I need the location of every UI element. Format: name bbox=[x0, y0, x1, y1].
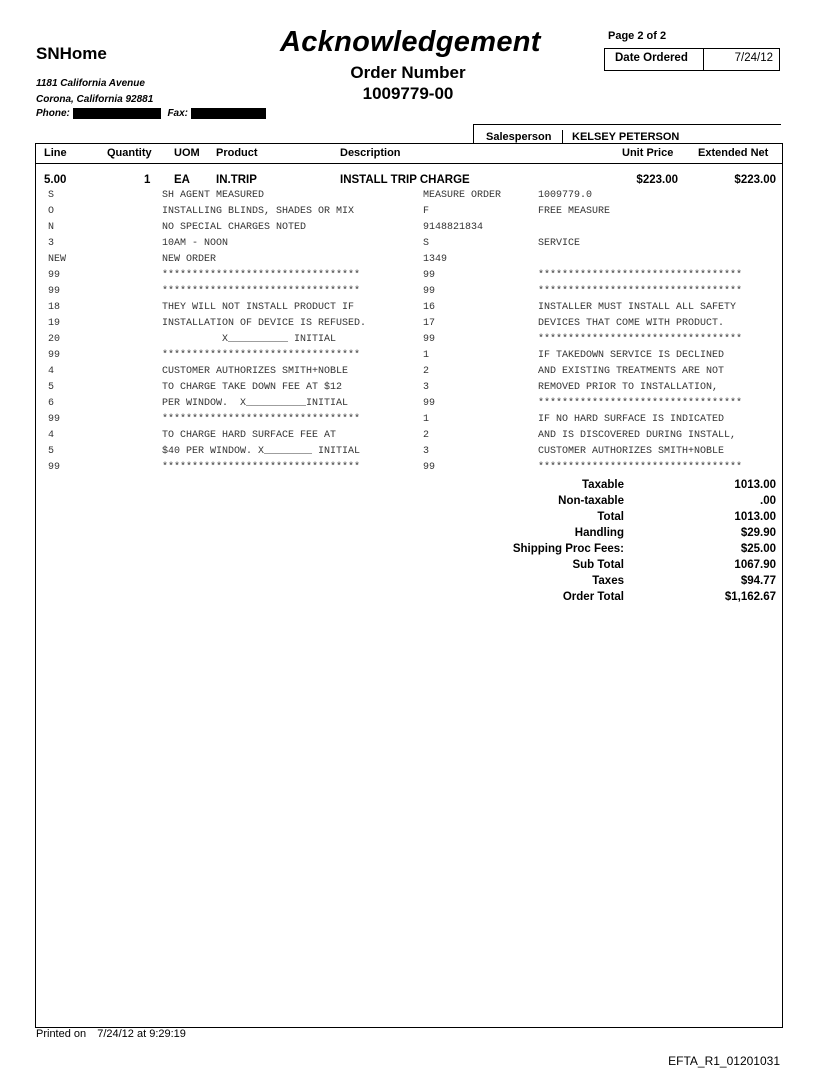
detail-note: SERVICE bbox=[538, 238, 581, 249]
detail-code2: 99 bbox=[423, 270, 436, 281]
detail-code: 20 bbox=[48, 334, 61, 345]
salesperson-name: KELSEY PETERSON bbox=[572, 131, 680, 143]
item-unit-price: $223.00 bbox=[636, 174, 678, 186]
phone-label: Phone: bbox=[36, 108, 70, 120]
detail-row bbox=[36, 350, 780, 366]
detail-row bbox=[36, 222, 780, 238]
detail-text: SH AGENT MEASURED bbox=[162, 190, 265, 201]
total-row bbox=[480, 591, 780, 607]
detail-code: 3 bbox=[48, 238, 55, 249]
detail-text: INSTALLING BLINDS, SHADES OR MIX bbox=[162, 206, 355, 217]
detail-code: NEW bbox=[48, 254, 67, 265]
item-product: IN.TRIP bbox=[216, 174, 257, 186]
date-ordered-label: Date Ordered bbox=[615, 52, 688, 64]
detail-code2: F bbox=[423, 206, 430, 217]
detail-note: FREE MEASURE bbox=[538, 206, 611, 217]
total-value: .00 bbox=[760, 495, 776, 507]
header-quantity: Quantity bbox=[107, 147, 152, 159]
fax-redaction bbox=[191, 108, 266, 119]
printed-on bbox=[36, 1028, 186, 1040]
total-label: Order Total bbox=[562, 591, 624, 603]
salesperson-divider bbox=[562, 130, 563, 144]
detail-code: 99 bbox=[48, 462, 61, 473]
order-number-label: Order Number bbox=[350, 63, 466, 82]
printed-value: 7/24/12 at 9:29:19 bbox=[97, 1028, 186, 1040]
detail-row bbox=[36, 462, 780, 478]
detail-note: ********************************** bbox=[538, 334, 743, 345]
detail-text: THEY WILL NOT INSTALL PRODUCT IF bbox=[162, 302, 355, 313]
detail-code: S bbox=[48, 190, 55, 201]
total-label: Handling bbox=[574, 527, 624, 539]
detail-code2: 1 bbox=[423, 414, 430, 425]
header-unit-price: Unit Price bbox=[622, 147, 674, 159]
printed-label: Printed on bbox=[36, 1028, 87, 1040]
detail-code2: 16 bbox=[423, 302, 436, 313]
detail-text: TO CHARGE HARD SURFACE FEE AT bbox=[162, 430, 337, 441]
detail-text: ********************************* bbox=[162, 270, 361, 281]
detail-note: AND IS DISCOVERED DURING INSTALL, bbox=[538, 430, 737, 441]
detail-note: INSTALLER MUST INSTALL ALL SAFETY bbox=[538, 302, 737, 313]
company-address-line2: Corona, California 92881 bbox=[36, 94, 154, 105]
total-value: 1013.00 bbox=[734, 479, 776, 491]
total-row bbox=[480, 527, 780, 543]
company-name: SNHome bbox=[36, 44, 107, 63]
detail-code2: 3 bbox=[423, 446, 430, 457]
detail-text: INSTALLATION OF DEVICE IS REFUSED. bbox=[162, 318, 367, 329]
detail-code: 4 bbox=[48, 366, 55, 377]
detail-code: 5 bbox=[48, 382, 55, 393]
salesperson-left-border bbox=[473, 124, 474, 144]
company-address-line1: 1181 California Avenue bbox=[36, 78, 145, 89]
total-row bbox=[480, 495, 780, 511]
total-label: Shipping Proc Fees: bbox=[512, 543, 624, 555]
detail-code2: 1 bbox=[423, 350, 430, 361]
detail-code2: 99 bbox=[423, 334, 436, 345]
detail-note: CUSTOMER AUTHORIZES SMITH+NOBLE bbox=[538, 446, 725, 457]
detail-text: 10AM - NOON bbox=[162, 238, 229, 249]
detail-code: 6 bbox=[48, 398, 55, 409]
header-line: Line bbox=[44, 147, 67, 159]
detail-row bbox=[36, 286, 780, 302]
date-box-divider bbox=[703, 49, 704, 70]
detail-code: 99 bbox=[48, 350, 61, 361]
detail-text: X__________ INITIAL bbox=[162, 334, 337, 345]
detail-row bbox=[36, 206, 780, 222]
detail-code2: 99 bbox=[423, 286, 436, 297]
detail-text: ********************************* bbox=[162, 286, 361, 297]
detail-code2: MEASURE ORDER bbox=[423, 190, 502, 201]
detail-note: AND EXISTING TREATMENTS ARE NOT bbox=[538, 366, 725, 377]
detail-row bbox=[36, 366, 780, 382]
detail-text: NO SPECIAL CHARGES NOTED bbox=[162, 222, 307, 233]
detail-row bbox=[36, 254, 780, 270]
detail-note: ********************************** bbox=[538, 270, 743, 281]
detail-row bbox=[36, 446, 780, 462]
document-title: Acknowledgement bbox=[280, 26, 541, 58]
detail-code2: 3 bbox=[423, 382, 430, 393]
total-row bbox=[480, 543, 780, 559]
detail-code: N bbox=[48, 222, 55, 233]
fax-label: Fax: bbox=[167, 108, 189, 120]
detail-text: $40 PER WINDOW. X________ INITIAL bbox=[162, 446, 361, 457]
item-line: 5.00 bbox=[44, 174, 67, 186]
salesperson-label: Salesperson bbox=[486, 131, 552, 143]
detail-note: 1009779.0 bbox=[538, 190, 593, 201]
page-indicator: Page 2 of 2 bbox=[608, 30, 667, 42]
header-uom: UOM bbox=[174, 147, 200, 159]
detail-row bbox=[36, 382, 780, 398]
total-value: 1013.00 bbox=[734, 511, 776, 523]
total-row bbox=[480, 511, 780, 527]
total-value: $1,162.67 bbox=[724, 591, 776, 603]
total-label: Taxable bbox=[582, 479, 624, 491]
detail-code2: 1349 bbox=[423, 254, 448, 265]
detail-text: TO CHARGE TAKE DOWN FEE AT $12 bbox=[162, 382, 343, 393]
detail-note: IF NO HARD SURFACE IS INDICATED bbox=[538, 414, 725, 425]
salesperson-top-border bbox=[473, 124, 781, 125]
total-row bbox=[480, 559, 780, 575]
item-uom: EA bbox=[174, 174, 190, 186]
detail-code: 4 bbox=[48, 430, 55, 441]
item-extended-net: $223.00 bbox=[734, 174, 776, 186]
detail-code2: 99 bbox=[423, 462, 436, 473]
detail-code: 99 bbox=[48, 414, 61, 425]
detail-rows bbox=[36, 190, 780, 480]
detail-code: O bbox=[48, 206, 55, 217]
total-label: Taxes bbox=[592, 575, 624, 587]
document-id: EFTA_R1_01201031 bbox=[668, 1054, 780, 1068]
detail-text: ********************************* bbox=[162, 414, 361, 425]
detail-code: 19 bbox=[48, 318, 61, 329]
detail-row bbox=[36, 190, 780, 206]
item-description: INSTALL TRIP CHARGE bbox=[340, 174, 470, 186]
detail-code: 5 bbox=[48, 446, 55, 457]
detail-text: PER WINDOW. X__________INITIAL bbox=[162, 398, 349, 409]
total-label: Sub Total bbox=[572, 559, 624, 571]
detail-code2: 2 bbox=[423, 430, 430, 441]
detail-text: ********************************* bbox=[162, 350, 361, 361]
detail-code: 18 bbox=[48, 302, 61, 313]
detail-code: 99 bbox=[48, 286, 61, 297]
detail-code: 99 bbox=[48, 270, 61, 281]
detail-row bbox=[36, 302, 780, 318]
detail-code2: 17 bbox=[423, 318, 436, 329]
item-quantity: 1 bbox=[144, 174, 151, 186]
detail-row bbox=[36, 270, 780, 286]
detail-code2: 9148821834 bbox=[423, 222, 484, 233]
total-value: 1067.90 bbox=[734, 559, 776, 571]
total-label: Total bbox=[597, 511, 624, 523]
detail-note: IF TAKEDOWN SERVICE IS DECLINED bbox=[538, 350, 725, 361]
detail-text: CUSTOMER AUTHORIZES SMITH+NOBLE bbox=[162, 366, 349, 377]
total-value: $25.00 bbox=[740, 543, 776, 555]
total-row bbox=[480, 575, 780, 591]
detail-code2: 2 bbox=[423, 366, 430, 377]
company-phone-fax bbox=[36, 108, 266, 119]
detail-row bbox=[36, 318, 780, 334]
detail-note: DEVICES THAT COME WITH PRODUCT. bbox=[538, 318, 725, 329]
detail-text: ********************************* bbox=[162, 462, 361, 473]
header-separator bbox=[35, 163, 782, 164]
date-ordered-value: 7/24/12 bbox=[734, 52, 773, 64]
detail-code2: S bbox=[423, 238, 430, 249]
detail-note: REMOVED PRIOR TO INSTALLATION, bbox=[538, 382, 719, 393]
detail-row bbox=[36, 334, 780, 350]
header-product: Product bbox=[216, 147, 258, 159]
total-value: $94.77 bbox=[740, 575, 776, 587]
detail-row bbox=[36, 238, 780, 254]
detail-note: ********************************** bbox=[538, 462, 743, 473]
detail-note: ********************************** bbox=[538, 286, 743, 297]
detail-row bbox=[36, 414, 780, 430]
order-number: 1009779-00 bbox=[362, 84, 454, 103]
header-extended-net: Extended Net bbox=[698, 147, 769, 159]
detail-text: NEW ORDER bbox=[162, 254, 217, 265]
detail-note: ********************************** bbox=[538, 398, 743, 409]
detail-code2: 99 bbox=[423, 398, 436, 409]
detail-row bbox=[36, 398, 780, 414]
total-label: Non-taxable bbox=[558, 495, 624, 507]
phone-redaction bbox=[73, 108, 161, 119]
total-value: $29.90 bbox=[740, 527, 776, 539]
header-description: Description bbox=[340, 147, 401, 159]
date-ordered-box bbox=[604, 48, 780, 71]
detail-row bbox=[36, 430, 780, 446]
total-row bbox=[480, 479, 780, 495]
